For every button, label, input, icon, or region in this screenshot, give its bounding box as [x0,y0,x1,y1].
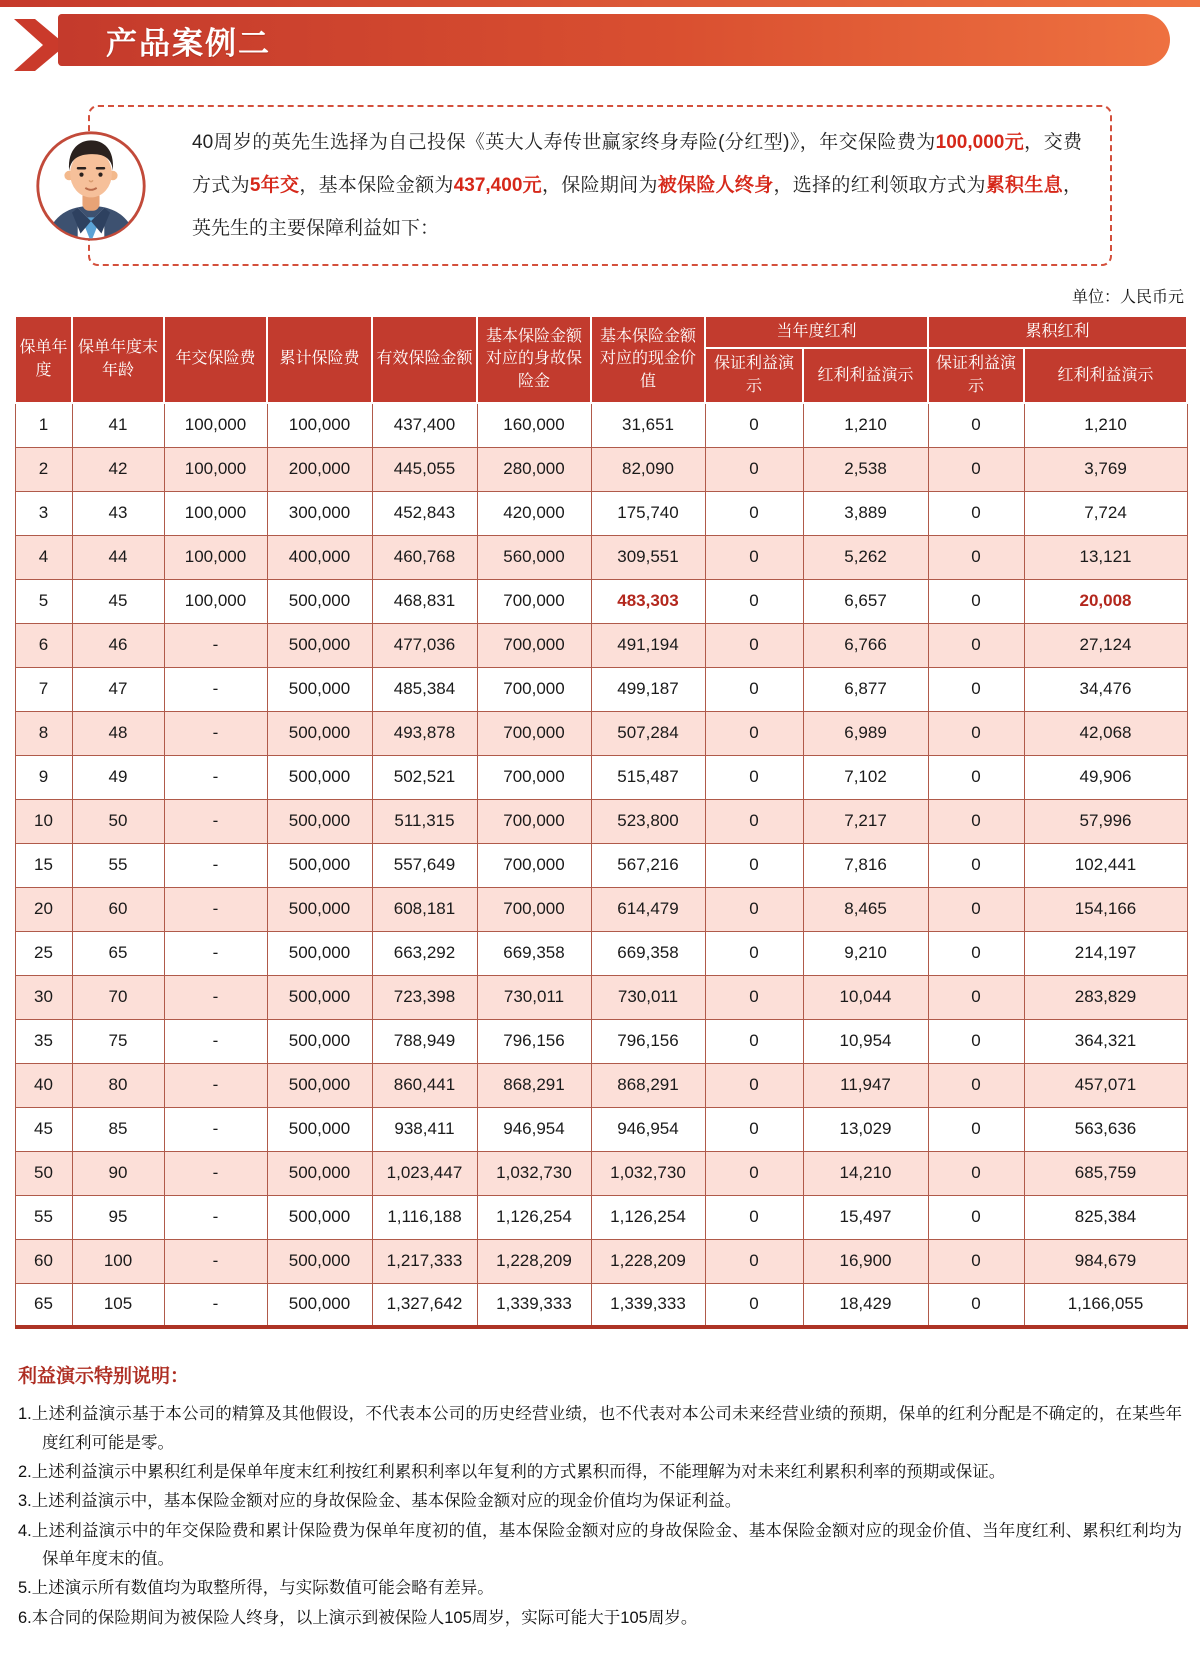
table-cell: 200,000 [267,447,372,491]
table-cell: 700,000 [477,843,591,887]
table-cell: 860,441 [372,1063,477,1107]
table-cell: 2,538 [803,447,928,491]
table-cell: 0 [928,1107,1024,1151]
table-cell: 2 [15,447,72,491]
table-cell: 1,032,730 [477,1151,591,1195]
table-cell: 34,476 [1024,667,1187,711]
table-cell: 95 [72,1195,164,1239]
table-cell: 511,315 [372,799,477,843]
table-cell: 500,000 [267,975,372,1019]
banner-bar [58,14,1170,66]
table-cell: 0 [705,755,803,799]
col-header-death-benefit: 基本保险金额对应的身故保险金 [477,316,591,403]
table-cell: 825,384 [1024,1195,1187,1239]
table-row [15,755,1187,799]
table-cell: 6,989 [803,711,928,755]
table-cell: 500,000 [267,667,372,711]
table-cell: 100,000 [164,491,267,535]
table-cell: 500,000 [267,1019,372,1063]
table-row [15,667,1187,711]
table-cell: 49,906 [1024,755,1187,799]
note-item: 3.上述利益演示中，基本保险金额对应的身故保险金、基本保险金额对应的现金价值均为保证利益。 [18,1492,742,1511]
table-cell: 7 [15,667,72,711]
sub-header-guaranteed-current: 保证利益演示 [705,348,803,403]
table-cell: 1,210 [803,403,928,447]
table-cell: 3,889 [803,491,928,535]
table-cell: - [164,1107,267,1151]
table-cell: 7,217 [803,799,928,843]
table-cell: - [164,1063,267,1107]
table-cell: - [164,931,267,975]
table-cell: 14,210 [803,1151,928,1195]
table-cell: 45 [72,579,164,623]
table-cell: 452,843 [372,491,477,535]
table-cell: - [164,799,267,843]
table-cell: 5 [15,579,72,623]
table-cell: 0 [705,1195,803,1239]
table-cell: 477,036 [372,623,477,667]
table-cell: 6,657 [803,579,928,623]
table-cell: 0 [928,887,1024,931]
table-cell: 0 [705,1107,803,1151]
table-row [15,579,1187,623]
table-cell: 40 [15,1063,72,1107]
table-row [15,975,1187,1019]
table-cell: 500,000 [267,887,372,931]
table-cell: 1,126,254 [591,1195,705,1239]
table-cell: 614,479 [591,887,705,931]
table-cell: 80 [72,1063,164,1107]
table-cell: 0 [928,843,1024,887]
table-cell: 18,429 [803,1283,928,1327]
table-cell: 70 [72,975,164,1019]
table-cell: 0 [928,1019,1024,1063]
table-cell: 10,954 [803,1019,928,1063]
table-cell: 13,029 [803,1107,928,1151]
table-header [15,316,1187,403]
table-cell: 6,877 [803,667,928,711]
table-cell: - [164,1151,267,1195]
case-description-highlight: 100,000元 [935,132,1025,153]
table-cell: - [164,755,267,799]
table-cell: - [164,1283,267,1327]
table-cell: 491,194 [591,623,705,667]
table-cell: 669,358 [591,931,705,975]
case-description-highlight: 被保险人终身 [657,175,774,196]
table-cell: 502,521 [372,755,477,799]
table-cell: 280,000 [477,447,591,491]
table-cell: 75 [72,1019,164,1063]
table-cell: 100,000 [164,535,267,579]
table-row [15,711,1187,755]
table-cell: 154,166 [1024,887,1187,931]
table-cell: 0 [705,1239,803,1283]
table-cell: 47 [72,667,164,711]
table-cell: 100,000 [164,579,267,623]
table-cell: 0 [928,799,1024,843]
table-cell: 6,766 [803,623,928,667]
table-cell: 60 [72,887,164,931]
table-cell: 0 [705,491,803,535]
table-cell: 0 [928,1239,1024,1283]
table-cell: 507,284 [591,711,705,755]
table-cell: 0 [928,535,1024,579]
table-cell: 0 [928,711,1024,755]
table-cell: 483,303 [591,579,705,623]
table-cell: 102,441 [1024,843,1187,887]
col-header-policy-year: 保单年度 [15,316,72,403]
group-header-current-year-dividend: 当年度红利 [705,316,928,348]
table-cell: - [164,1239,267,1283]
table-cell: 55 [15,1195,72,1239]
table-cell: 0 [705,1019,803,1063]
table-cell: 7,102 [803,755,928,799]
table-cell: 0 [928,1063,1024,1107]
note-item: 1.上述利益演示基于本公司的精算及其他假设，不代表本公司的历史经营业绩，也不代表对本公司未来经营业绩的预期，保单的红利分配是不确定的，在某些年度红利可能是零。 [18,1405,1182,1452]
businessman-avatar-icon [34,129,148,243]
table-cell: 0 [928,931,1024,975]
table-cell: 500,000 [267,1063,372,1107]
table-cell: 0 [705,711,803,755]
table-cell: 468,831 [372,579,477,623]
table-cell: 500,000 [267,711,372,755]
table-cell: 685,759 [1024,1151,1187,1195]
table-cell: 364,321 [1024,1019,1187,1063]
note-item: 4.上述利益演示中的年交保险费和累计保险费为保单年度初的值，基本保险金额对应的身故保险金、基本保险金额对应的现金价值、当年度红利、累积红利均为保单年度末的值。 [18,1521,1182,1569]
case-description-text: ，选择的红利领取方式为 [773,175,986,196]
table-cell: 0 [705,843,803,887]
table-cell: 700,000 [477,667,591,711]
table-cell: 500,000 [267,579,372,623]
table-cell: 16,900 [803,1239,928,1283]
table-cell: 1,327,642 [372,1283,477,1327]
section-banner [0,11,1200,69]
table-cell: 0 [705,799,803,843]
table-cell: 500,000 [267,1239,372,1283]
table-cell: 50 [15,1151,72,1195]
table-row [15,887,1187,931]
table-cell: 457,071 [1024,1063,1187,1107]
table-cell: 1,023,447 [372,1151,477,1195]
table-cell: 100,000 [164,403,267,447]
table-row [15,799,1187,843]
table-cell: 85 [72,1107,164,1151]
table-cell: 7,724 [1024,491,1187,535]
case-description-text: ，交费方式为 [192,132,1082,196]
table-cell: 500,000 [267,843,372,887]
sub-header-guaranteed-accumulated: 保证利益演示 [928,348,1024,403]
table-cell: 946,954 [477,1107,591,1151]
table-cell: 868,291 [477,1063,591,1107]
table-cell: 27,124 [1024,623,1187,667]
col-header-age-year-end: 保单年度末年龄 [72,316,164,403]
table-cell: 700,000 [477,623,591,667]
table-cell: 1,339,333 [477,1283,591,1327]
table-cell: 9 [15,755,72,799]
table-cell: 43 [72,491,164,535]
table-row [15,403,1187,447]
table-cell: 10,044 [803,975,928,1019]
table-cell: 0 [928,975,1024,1019]
table-cell: 1,228,209 [477,1239,591,1283]
table-cell: 523,800 [591,799,705,843]
table-cell: 723,398 [372,975,477,1019]
table-cell: 309,551 [591,535,705,579]
table-cell: 48 [72,711,164,755]
table-cell: 10 [15,799,72,843]
table-row [15,623,1187,667]
table-cell: 515,487 [591,755,705,799]
top-gradient-strip [0,0,1200,7]
table-cell: 984,679 [1024,1239,1187,1283]
table-row [15,1239,1187,1283]
table-row [15,1107,1187,1151]
table-cell: 669,358 [477,931,591,975]
table-cell: 788,949 [372,1019,477,1063]
table-cell: 82,090 [591,447,705,491]
table-row [15,931,1187,975]
table-cell: 0 [705,887,803,931]
table-row [15,843,1187,887]
table-cell: - [164,843,267,887]
table-cell: 35 [15,1019,72,1063]
table-cell: 0 [928,1283,1024,1327]
table-cell: 0 [705,1063,803,1107]
table-row [15,1063,1187,1107]
table-cell: 0 [928,1151,1024,1195]
table-cell: 437,400 [372,403,477,447]
sub-header-dividend-accumulated: 红利利益演示 [1024,348,1187,403]
table-cell: 55 [72,843,164,887]
table-cell: 400,000 [267,535,372,579]
table-cell: 20 [15,887,72,931]
table-cell: 8 [15,711,72,755]
table-cell: 0 [705,447,803,491]
table-cell: 730,011 [591,975,705,1019]
table-cell: 1,116,188 [372,1195,477,1239]
table-cell: 0 [705,931,803,975]
page-title: 产品案例二 [106,25,271,61]
table-cell: 0 [705,403,803,447]
table-cell: 700,000 [477,711,591,755]
table-cell: 796,156 [591,1019,705,1063]
table-cell: - [164,667,267,711]
table-cell: 0 [928,491,1024,535]
table-cell: 41 [72,403,164,447]
table-cell: 44 [72,535,164,579]
table-cell: 500,000 [267,623,372,667]
table-cell: 50 [72,799,164,843]
case-description [192,121,1082,250]
table-row [15,447,1187,491]
table-cell: 1,217,333 [372,1239,477,1283]
table-cell: 460,768 [372,535,477,579]
table-cell: 214,197 [1024,931,1187,975]
table-cell: 49 [72,755,164,799]
table-cell: 11,947 [803,1063,928,1107]
unit-label: 单位：人民币元 [1071,289,1184,306]
note-item: 2.上述利益演示中累积红利是保单年度末红利按红利累积利率以年复利的方式累积而得，不能理解为对未来红利累积利率的预期或保证。 [18,1462,1006,1481]
table-cell: 485,384 [372,667,477,711]
table-cell: 31,651 [591,403,705,447]
table-cell: 499,187 [591,667,705,711]
table-cell: 100,000 [267,403,372,447]
table-cell: 1,210 [1024,403,1187,447]
table-cell: 9,210 [803,931,928,975]
benefit-illustration-table [14,315,1188,1329]
table-cell: 868,291 [591,1063,705,1107]
table-cell: 13,121 [1024,535,1187,579]
col-header-cash-value: 基本保险金额对应的现金价值 [591,316,705,403]
case-description-highlight: 5年交 [249,175,300,196]
table-cell: 0 [705,579,803,623]
table-cell: 15,497 [803,1195,928,1239]
table-cell: - [164,711,267,755]
table-cell: 100 [72,1239,164,1283]
table-row [15,491,1187,535]
table-cell: 1,032,730 [591,1151,705,1195]
table-cell: - [164,1019,267,1063]
table-cell: 283,829 [1024,975,1187,1019]
table-cell: 493,878 [372,711,477,755]
note-item: 6.本合同的保险期间为被保险人终身，以上演示到被保险人105周岁，实际可能大于105周岁。 [18,1608,698,1627]
table-cell: - [164,975,267,1019]
table-row [15,535,1187,579]
table-cell: 730,011 [477,975,591,1019]
table-cell: 0 [928,447,1024,491]
table-row [15,1283,1187,1327]
table-cell: 560,000 [477,535,591,579]
table-cell: - [164,887,267,931]
table-cell: 65 [15,1283,72,1327]
table-cell: 1,166,055 [1024,1283,1187,1327]
table-cell: 0 [928,623,1024,667]
table-cell: 0 [705,975,803,1019]
table-cell: 1 [15,403,72,447]
table-cell: 0 [705,1283,803,1327]
table-row [15,1195,1187,1239]
table-cell: 0 [928,755,1024,799]
table-cell: 25 [15,931,72,975]
case-description-text: ，基本保险金额为 [299,175,454,196]
table-cell: 57,996 [1024,799,1187,843]
table-cell: 1,228,209 [591,1239,705,1283]
table-cell: 0 [705,1151,803,1195]
table-cell: 500,000 [267,1195,372,1239]
table-cell: 30 [15,975,72,1019]
table-cell: 175,740 [591,491,705,535]
table-cell: 420,000 [477,491,591,535]
table-cell: 6 [15,623,72,667]
table-cell: 500,000 [267,1283,372,1327]
table-cell: 0 [928,403,1024,447]
table-cell: 60 [15,1239,72,1283]
table-cell: 100,000 [164,447,267,491]
table-cell: 700,000 [477,799,591,843]
table-cell: 5,262 [803,535,928,579]
notes-heading: 利益演示特别说明： [18,1366,190,1388]
group-header-accumulated-dividend: 累积红利 [928,316,1187,348]
case-description-box [88,105,1112,266]
table-cell: 557,649 [372,843,477,887]
table-cell: 45 [15,1107,72,1151]
table-cell: 1,126,254 [477,1195,591,1239]
table-cell: 500,000 [267,755,372,799]
col-header-cumulative-premium: 累计保险费 [267,316,372,403]
table-cell: 500,000 [267,931,372,975]
case-description-text: ，保险期间为 [541,175,658,196]
table-body [15,403,1187,1327]
case-description-highlight: 437,400元 [453,175,542,196]
table-cell: 445,055 [372,447,477,491]
table-cell: 8,465 [803,887,928,931]
case-description-text: 40周岁的英先生选择为自己投保《英大人寿传世赢家终身寿险(分红型)》，年交保险费为 [192,132,936,153]
table-cell: 700,000 [477,755,591,799]
col-header-annual-premium: 年交保险费 [164,316,267,403]
table-cell: 567,216 [591,843,705,887]
notes-list [18,1400,1182,1632]
table-cell: 563,636 [1024,1107,1187,1151]
sub-header-dividend-current: 红利利益演示 [803,348,928,403]
table-cell: 796,156 [477,1019,591,1063]
col-header-effective-amount: 有效保险金额 [372,316,477,403]
table-cell: 300,000 [267,491,372,535]
table-cell: - [164,623,267,667]
table-row [15,1019,1187,1063]
case-description-highlight: 累积生息 [985,175,1063,196]
table-cell: 3 [15,491,72,535]
table-cell: 46 [72,623,164,667]
table-cell: 500,000 [267,1107,372,1151]
table-cell: 0 [705,623,803,667]
table-cell: 1,339,333 [591,1283,705,1327]
table-cell: 160,000 [477,403,591,447]
table-cell: 0 [928,667,1024,711]
case-description-text: ，英先生的主要保障利益如下： [192,175,1082,239]
table-cell: 946,954 [591,1107,705,1151]
table-cell: 938,411 [372,1107,477,1151]
table-cell: 0 [928,579,1024,623]
table-cell: 90 [72,1151,164,1195]
table-cell: 20,008 [1024,579,1187,623]
table-cell: 42,068 [1024,711,1187,755]
table-cell: 7,816 [803,843,928,887]
table-cell: 4 [15,535,72,579]
table-cell: 500,000 [267,1151,372,1195]
table-cell: 0 [928,1195,1024,1239]
table-cell: 500,000 [267,799,372,843]
table-cell: 105 [72,1283,164,1327]
table-cell: 15 [15,843,72,887]
table-cell: 42 [72,447,164,491]
note-item: 5.上述演示所有数值均为取整所得，与实际数值可能会略有差异。 [18,1579,494,1598]
table-row [15,1151,1187,1195]
table-cell: 0 [705,667,803,711]
table-cell: 608,181 [372,887,477,931]
table-cell: 3,769 [1024,447,1187,491]
table-cell: 0 [705,535,803,579]
table-cell: 65 [72,931,164,975]
table-cell: 700,000 [477,887,591,931]
table-cell: 663,292 [372,931,477,975]
notes-section [18,1361,1182,1632]
table-cell: 700,000 [477,579,591,623]
table-cell: - [164,1195,267,1239]
